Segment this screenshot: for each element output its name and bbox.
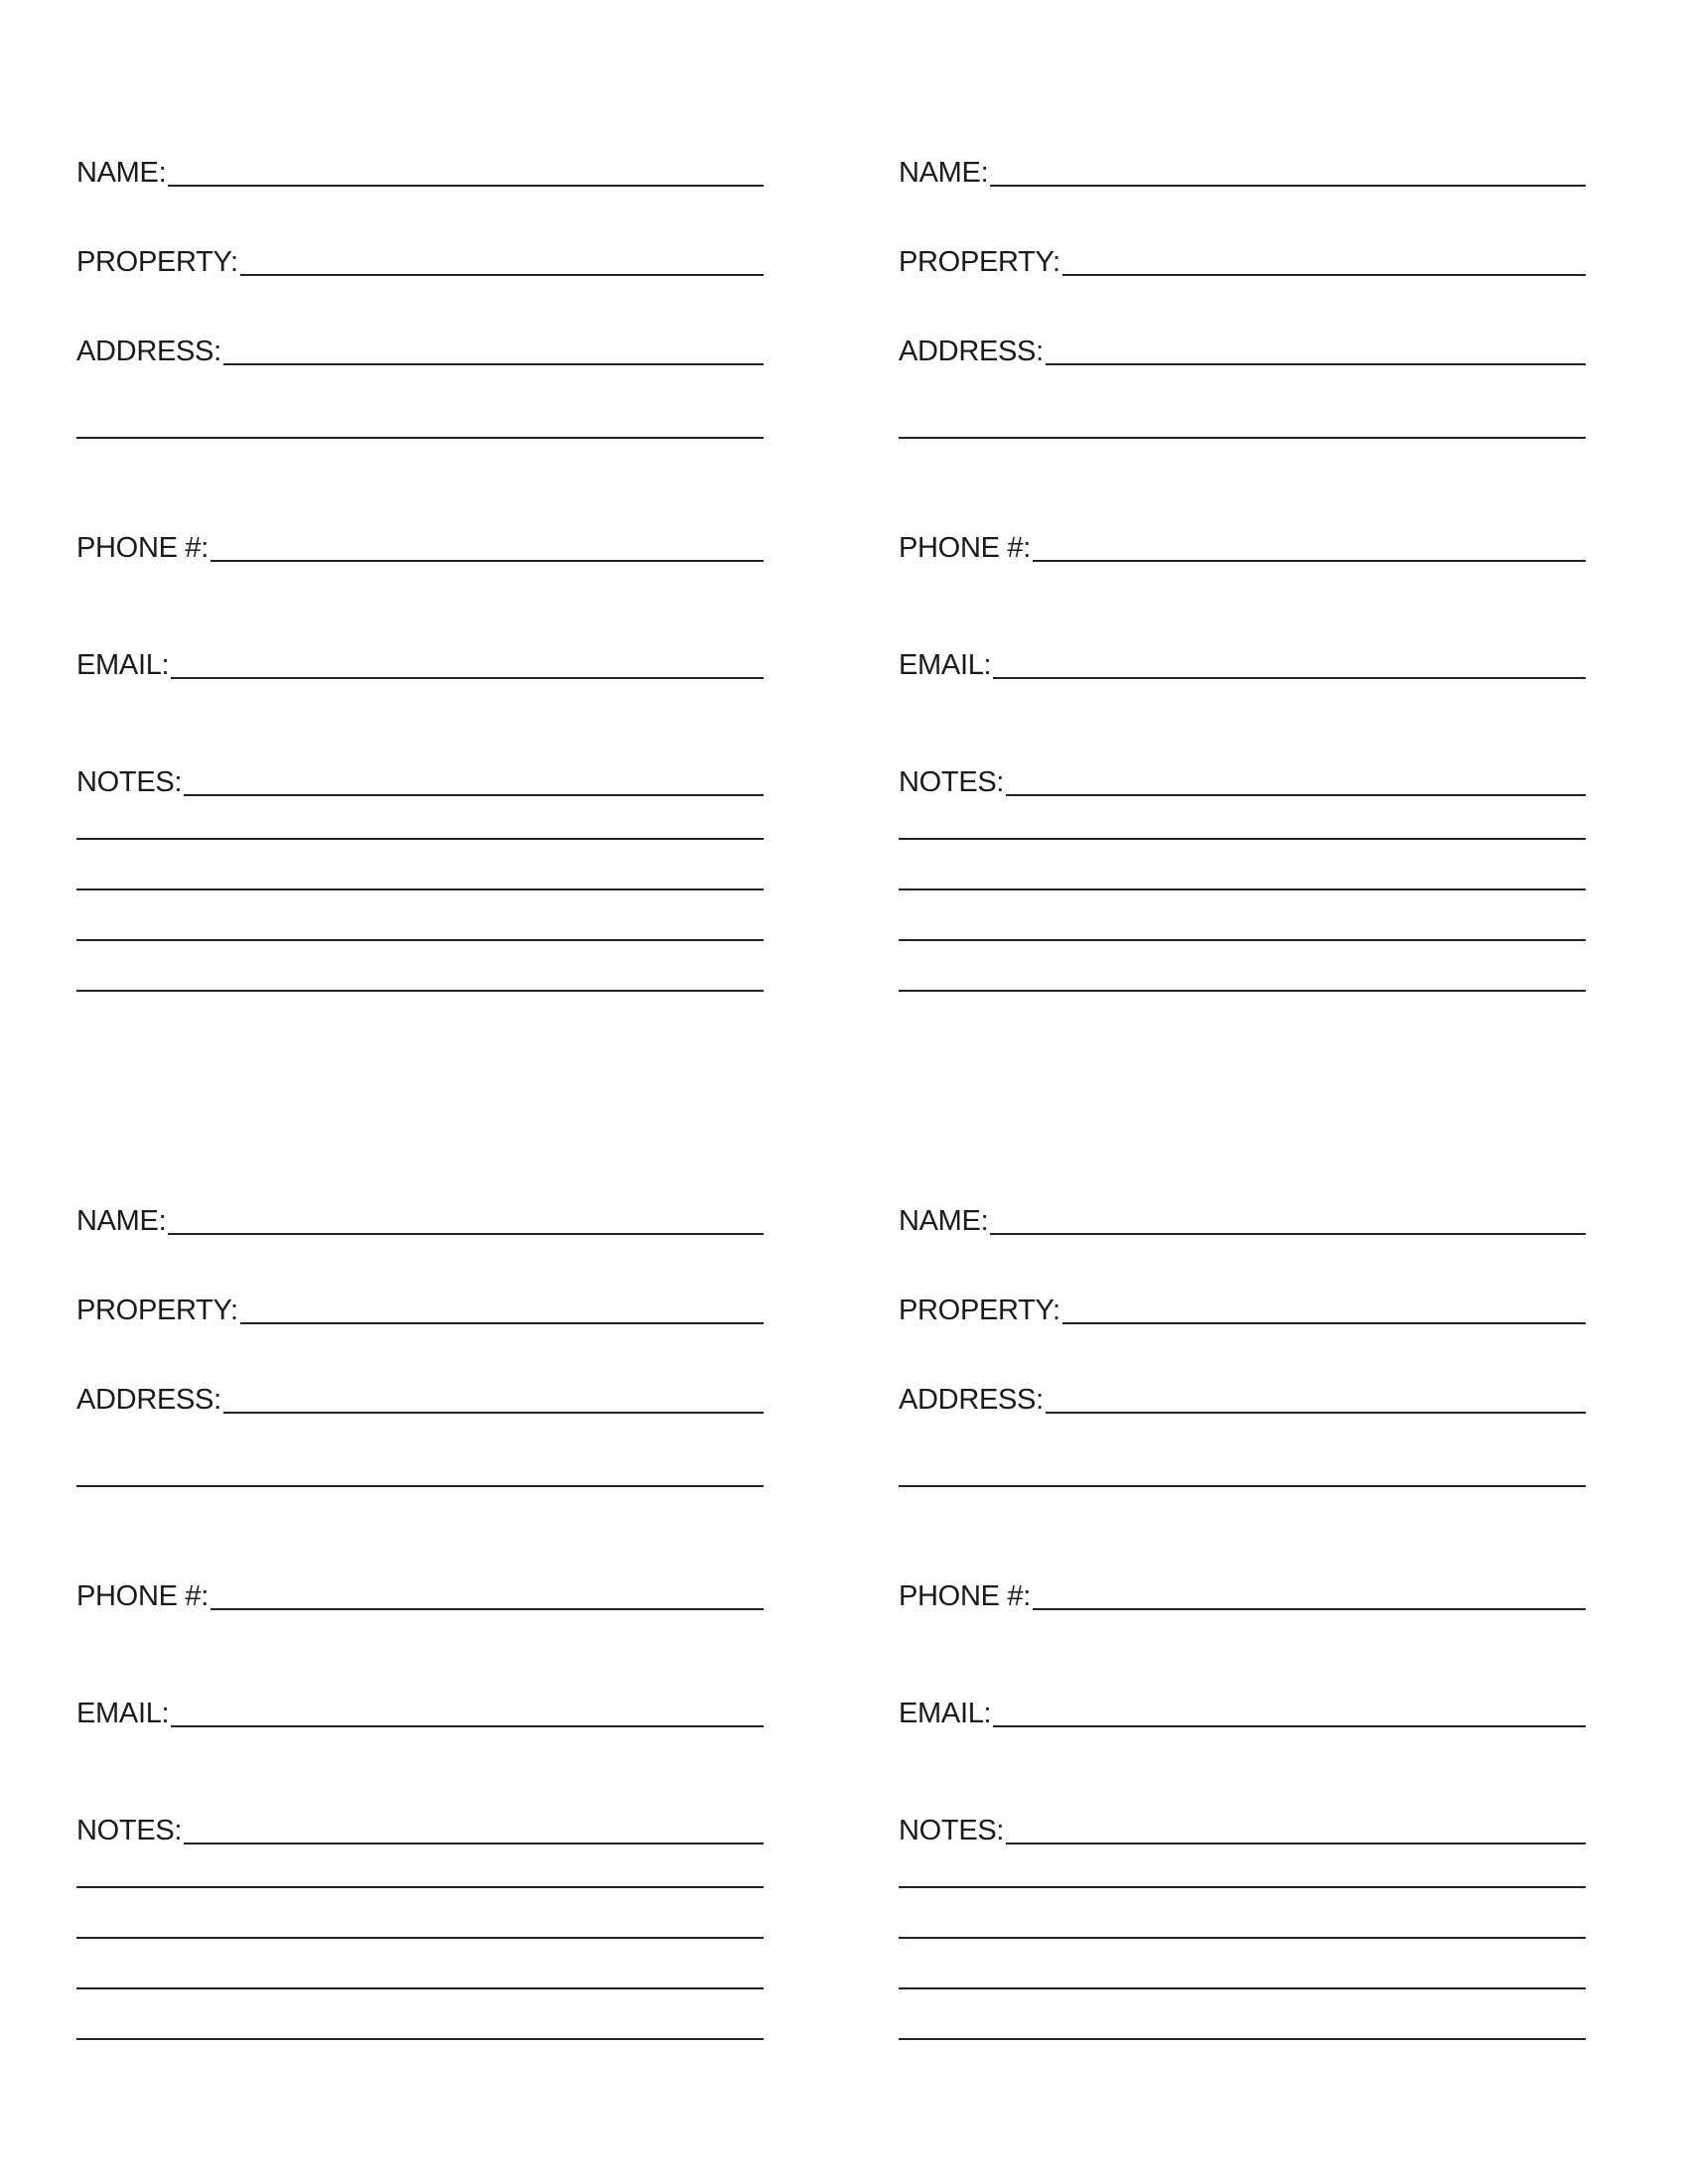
- notes-label: NOTES:: [899, 766, 1005, 798]
- phone-label: PHONE #:: [899, 532, 1031, 564]
- notes-line[interactable]: [76, 939, 764, 941]
- email-blank-line[interactable]: [171, 1725, 764, 1727]
- name-blank-line[interactable]: [990, 185, 1586, 187]
- email-label: EMAIL:: [899, 649, 992, 681]
- property-blank-line[interactable]: [1062, 1322, 1586, 1324]
- phone-blank-line[interactable]: [211, 560, 764, 562]
- property-field[interactable]: [899, 238, 1586, 278]
- address-blank-line[interactable]: [223, 1412, 764, 1414]
- name-label: NAME:: [76, 157, 167, 189]
- notes-label: NOTES:: [76, 766, 183, 798]
- name-blank-line[interactable]: [990, 1233, 1586, 1235]
- notes-field[interactable]: [899, 1807, 1586, 1846]
- property-blank-line[interactable]: [240, 1322, 764, 1324]
- notes-line[interactable]: [899, 2038, 1586, 2040]
- address-continuation-line[interactable]: [76, 437, 764, 439]
- address-blank-line[interactable]: [1046, 1412, 1586, 1414]
- address-continuation-line[interactable]: [899, 1485, 1586, 1487]
- notes-line[interactable]: [76, 990, 764, 992]
- address-blank-line[interactable]: [1046, 363, 1586, 365]
- notes-line[interactable]: [899, 1987, 1586, 1989]
- phone-field[interactable]: [76, 1572, 764, 1612]
- phone-label: PHONE #:: [76, 532, 209, 564]
- email-blank-line[interactable]: [993, 677, 1586, 679]
- email-blank-line[interactable]: [171, 677, 764, 679]
- phone-field[interactable]: [899, 524, 1586, 564]
- email-blank-line[interactable]: [993, 1725, 1586, 1727]
- notes-blank-line[interactable]: [1006, 1843, 1586, 1844]
- address-field[interactable]: [76, 328, 764, 367]
- notes-field[interactable]: [76, 758, 764, 798]
- email-field[interactable]: [899, 641, 1586, 681]
- property-field[interactable]: [76, 1287, 764, 1326]
- name-field[interactable]: [76, 149, 764, 189]
- property-label: PROPERTY:: [76, 246, 238, 278]
- notes-label: NOTES:: [76, 1815, 183, 1846]
- address-field[interactable]: [899, 328, 1586, 367]
- email-field[interactable]: [76, 641, 764, 681]
- notes-line[interactable]: [899, 1937, 1586, 1939]
- phone-field[interactable]: [899, 1572, 1586, 1612]
- name-label: NAME:: [76, 1205, 167, 1237]
- email-field[interactable]: [76, 1690, 764, 1729]
- email-label: EMAIL:: [899, 1698, 992, 1729]
- notes-field[interactable]: [76, 1807, 764, 1846]
- phone-field[interactable]: [76, 524, 764, 564]
- notes-blank-line[interactable]: [184, 1843, 764, 1844]
- name-label: NAME:: [899, 1205, 989, 1237]
- name-label: NAME:: [899, 157, 989, 189]
- notes-field[interactable]: [899, 758, 1586, 798]
- notes-blank-line[interactable]: [1006, 794, 1586, 796]
- notes-blank-line[interactable]: [184, 794, 764, 796]
- address-label: ADDRESS:: [76, 336, 221, 367]
- notes-line[interactable]: [76, 838, 764, 840]
- notes-line[interactable]: [76, 1987, 764, 1989]
- property-label: PROPERTY:: [899, 246, 1060, 278]
- phone-blank-line[interactable]: [1033, 1608, 1586, 1610]
- notes-line[interactable]: [899, 888, 1586, 890]
- address-continuation-line[interactable]: [76, 1485, 764, 1487]
- property-blank-line[interactable]: [240, 274, 764, 276]
- notes-line[interactable]: [76, 1886, 764, 1888]
- address-blank-line[interactable]: [223, 363, 764, 365]
- address-label: ADDRESS:: [76, 1384, 221, 1416]
- notes-line[interactable]: [899, 1886, 1586, 1888]
- email-field[interactable]: [899, 1690, 1586, 1729]
- property-label: PROPERTY:: [76, 1295, 238, 1326]
- notes-line[interactable]: [76, 1937, 764, 1939]
- address-label: ADDRESS:: [899, 336, 1044, 367]
- name-field[interactable]: [76, 1197, 764, 1237]
- address-field[interactable]: [899, 1376, 1586, 1416]
- property-blank-line[interactable]: [1062, 274, 1586, 276]
- name-blank-line[interactable]: [168, 1233, 764, 1235]
- name-field[interactable]: [899, 1197, 1586, 1237]
- phone-blank-line[interactable]: [211, 1608, 764, 1610]
- notes-line[interactable]: [76, 2038, 764, 2040]
- name-field[interactable]: [899, 149, 1586, 189]
- property-field[interactable]: [899, 1287, 1586, 1326]
- notes-label: NOTES:: [899, 1815, 1005, 1846]
- address-label: ADDRESS:: [899, 1384, 1044, 1416]
- name-blank-line[interactable]: [168, 185, 764, 187]
- notes-line[interactable]: [899, 990, 1586, 992]
- notes-line[interactable]: [899, 838, 1586, 840]
- address-field[interactable]: [76, 1376, 764, 1416]
- property-field[interactable]: [76, 238, 764, 278]
- email-label: EMAIL:: [76, 649, 170, 681]
- email-label: EMAIL:: [76, 1698, 170, 1729]
- notes-line[interactable]: [899, 939, 1586, 941]
- notes-line[interactable]: [76, 888, 764, 890]
- phone-label: PHONE #:: [899, 1580, 1031, 1612]
- property-label: PROPERTY:: [899, 1295, 1060, 1326]
- phone-blank-line[interactable]: [1033, 560, 1586, 562]
- address-continuation-line[interactable]: [899, 437, 1586, 439]
- phone-label: PHONE #:: [76, 1580, 209, 1612]
